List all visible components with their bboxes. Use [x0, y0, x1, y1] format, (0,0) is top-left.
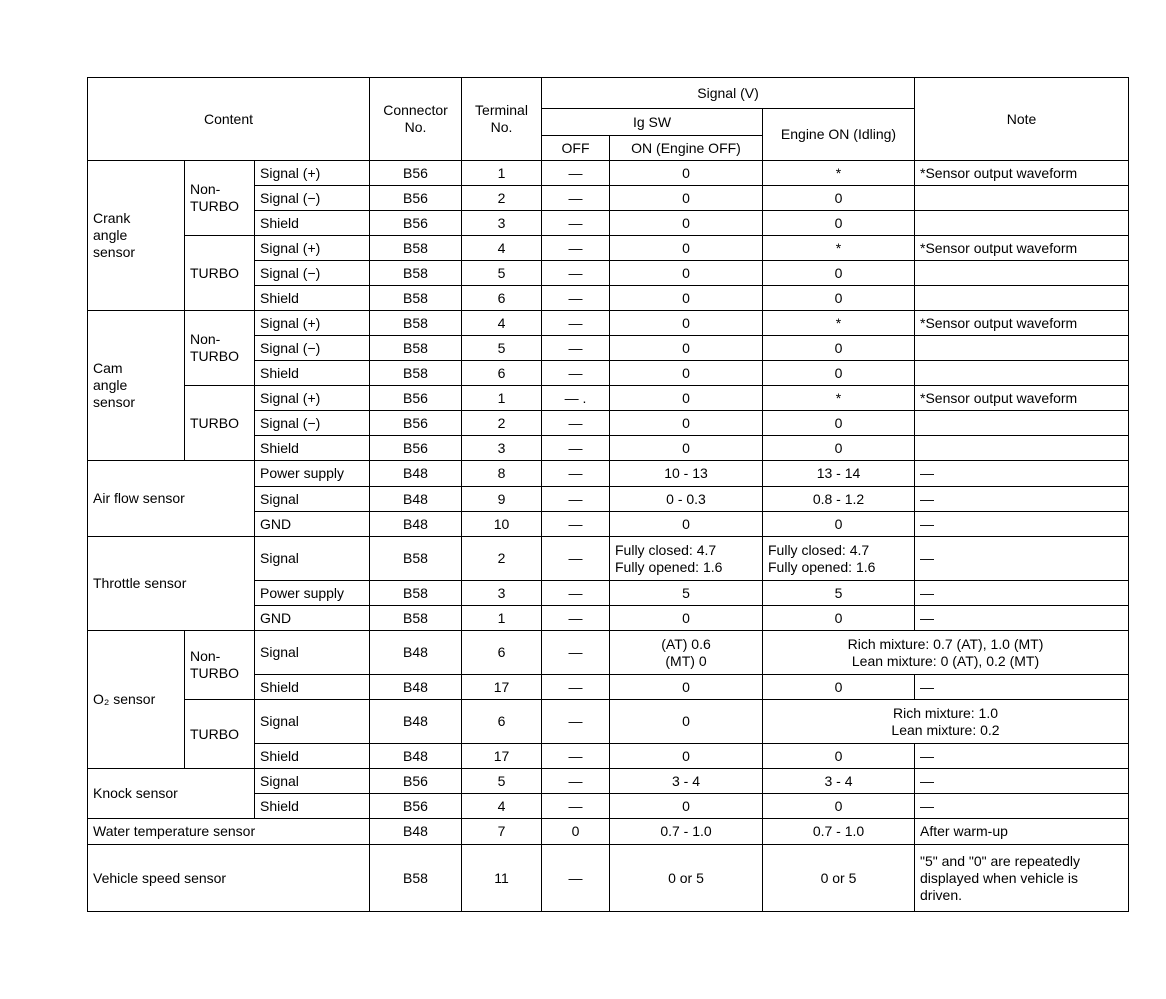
on-cell: 0: [610, 161, 763, 186]
item-cell: Signal: [255, 631, 370, 675]
engine-on-cell: *: [763, 311, 915, 336]
non-turbo-label: Non- TURBO: [185, 311, 255, 386]
connector-cell: B58: [370, 261, 462, 286]
connector-cell: B56: [370, 794, 462, 819]
terminal-cell: 4: [462, 236, 542, 261]
off-cell: —: [542, 606, 610, 631]
air-flow-sensor-label: Air flow sensor: [88, 461, 255, 537]
table-row: [88, 386, 1129, 411]
off-cell: —: [542, 487, 610, 512]
terminal-cell: 3: [462, 581, 542, 606]
off-cell: —: [542, 211, 610, 236]
terminal-cell: 5: [462, 336, 542, 361]
note-cell: —: [915, 537, 1129, 581]
table-row: [88, 700, 1129, 744]
on-cell: Fully closed: 4.7 Fully opened: 1.6: [610, 537, 763, 581]
note-cell: *Sensor output waveform: [915, 161, 1129, 186]
terminal-cell: 4: [462, 794, 542, 819]
off-cell: —: [542, 631, 610, 675]
on-cell: 0: [610, 186, 763, 211]
terminal-cell: 2: [462, 537, 542, 581]
engine-on-note-merged-cell: Rich mixture: 1.0 Lean mixture: 0.2: [763, 700, 1129, 744]
connector-cell: B48: [370, 675, 462, 700]
item-cell: GND: [255, 606, 370, 631]
on-cell: 0: [610, 361, 763, 386]
table-row: [88, 845, 1129, 912]
water-temperature-sensor-label: Water temperature sensor: [88, 819, 370, 845]
connector-cell: B48: [370, 819, 462, 845]
connector-cell: B48: [370, 512, 462, 537]
off-cell: —: [542, 512, 610, 537]
item-cell: Shield: [255, 794, 370, 819]
off-cell: —: [542, 675, 610, 700]
header-ig-sw: Ig SW: [542, 109, 763, 136]
turbo-label: TURBO: [185, 236, 255, 311]
on-cell: 0: [610, 336, 763, 361]
note-cell: "5" and "0" are repeatedly displayed when vehicle is driven.: [915, 845, 1129, 912]
table-row: [88, 236, 1129, 261]
note-cell: [915, 286, 1129, 311]
terminal-cell: 6: [462, 700, 542, 744]
item-cell: Signal (−): [255, 336, 370, 361]
connector-cell: B56: [370, 211, 462, 236]
connector-cell: B58: [370, 537, 462, 581]
item-cell: Power supply: [255, 581, 370, 606]
on-cell: 0: [610, 311, 763, 336]
note-cell: —: [915, 794, 1129, 819]
item-cell: Shield: [255, 744, 370, 769]
connector-cell: B58: [370, 361, 462, 386]
off-cell: —: [542, 436, 610, 461]
off-cell: —: [542, 236, 610, 261]
connector-cell: B58: [370, 581, 462, 606]
on-cell: 0.7 - 1.0: [610, 819, 763, 845]
terminal-cell: 8: [462, 461, 542, 487]
item-cell: Signal (+): [255, 236, 370, 261]
item-cell: Shield: [255, 361, 370, 386]
table-row: [88, 537, 1129, 581]
header-connector-no: Connector No.: [370, 78, 462, 161]
note-cell: After warm-up: [915, 819, 1129, 845]
off-cell: —: [542, 161, 610, 186]
note-cell: [915, 261, 1129, 286]
on-cell: 0: [610, 411, 763, 436]
engine-on-cell: 0: [763, 675, 915, 700]
connector-cell: B48: [370, 700, 462, 744]
note-cell: [915, 186, 1129, 211]
on-cell: 0: [610, 286, 763, 311]
engine-on-cell: 3 - 4: [763, 769, 915, 794]
off-cell: —: [542, 261, 610, 286]
note-cell: —: [915, 512, 1129, 537]
item-cell: Power supply: [255, 461, 370, 487]
item-cell: Signal: [255, 537, 370, 581]
note-cell: *Sensor output waveform: [915, 236, 1129, 261]
ecm-signal-table: [87, 77, 1129, 912]
item-cell: Signal: [255, 700, 370, 744]
header-content: Content: [88, 78, 370, 161]
off-cell: —: [542, 700, 610, 744]
item-cell: Signal: [255, 769, 370, 794]
item-cell: Signal (−): [255, 261, 370, 286]
o2-sensor-label: O₂ sensor: [88, 631, 185, 769]
terminal-cell: 2: [462, 411, 542, 436]
item-cell: Signal (−): [255, 411, 370, 436]
engine-on-cell: 0: [763, 361, 915, 386]
item-cell: Signal (+): [255, 311, 370, 336]
turbo-label: TURBO: [185, 386, 255, 461]
note-cell: —: [915, 769, 1129, 794]
item-cell: Signal: [255, 487, 370, 512]
engine-on-cell: 13 - 14: [763, 461, 915, 487]
off-cell: —: [542, 361, 610, 386]
header-on-engine-off: ON (Engine OFF): [610, 136, 763, 161]
cam-angle-sensor-label: Cam angle sensor: [88, 311, 185, 461]
off-cell: —: [542, 336, 610, 361]
item-cell: Shield: [255, 436, 370, 461]
terminal-cell: 11: [462, 845, 542, 912]
terminal-cell: 6: [462, 286, 542, 311]
table-row: [88, 461, 1129, 487]
item-cell: Shield: [255, 211, 370, 236]
engine-on-cell: 0: [763, 286, 915, 311]
table-row: [88, 769, 1129, 794]
on-cell: 0: [610, 261, 763, 286]
on-cell: 0: [610, 211, 763, 236]
on-cell: 0: [610, 436, 763, 461]
note-cell: *Sensor output waveform: [915, 311, 1129, 336]
terminal-cell: 4: [462, 311, 542, 336]
off-cell: —: [542, 744, 610, 769]
connector-cell: B48: [370, 461, 462, 487]
terminal-cell: 2: [462, 186, 542, 211]
engine-on-cell: 0: [763, 411, 915, 436]
engine-on-cell: 0: [763, 744, 915, 769]
terminal-cell: 10: [462, 512, 542, 537]
engine-on-cell: 0: [763, 336, 915, 361]
header-terminal-no: Terminal No.: [462, 78, 542, 161]
connector-cell: B56: [370, 186, 462, 211]
crank-angle-sensor-label: Crank angle sensor: [88, 161, 185, 311]
item-cell: GND: [255, 512, 370, 537]
header-signal: Signal (V): [542, 78, 915, 109]
engine-on-cell: *: [763, 386, 915, 411]
engine-on-cell: 5: [763, 581, 915, 606]
item-cell: Shield: [255, 286, 370, 311]
connector-cell: B48: [370, 744, 462, 769]
connector-cell: B48: [370, 631, 462, 675]
terminal-cell: 17: [462, 744, 542, 769]
engine-on-cell: 0.7 - 1.0: [763, 819, 915, 845]
header-note: Note: [915, 78, 1129, 161]
on-cell: 10 - 13: [610, 461, 763, 487]
connector-cell: B58: [370, 286, 462, 311]
on-cell: 0: [610, 744, 763, 769]
terminal-cell: 17: [462, 675, 542, 700]
connector-cell: B48: [370, 487, 462, 512]
note-cell: *Sensor output waveform: [915, 386, 1129, 411]
off-cell: —: [542, 794, 610, 819]
table-row: [88, 161, 1129, 186]
engine-on-cell: 0: [763, 606, 915, 631]
signal-table-container: [87, 77, 1129, 912]
off-cell: —: [542, 461, 610, 487]
note-cell: —: [915, 461, 1129, 487]
engine-on-cell: 0: [763, 794, 915, 819]
off-cell: 0: [542, 819, 610, 845]
off-cell: —: [542, 769, 610, 794]
on-cell: (AT) 0.6 (MT) 0: [610, 631, 763, 675]
terminal-cell: 6: [462, 361, 542, 386]
off-cell: —: [542, 186, 610, 211]
on-cell: 0: [610, 794, 763, 819]
terminal-cell: 3: [462, 436, 542, 461]
connector-cell: B58: [370, 311, 462, 336]
table-row: [88, 311, 1129, 336]
on-cell: 0 - 0.3: [610, 487, 763, 512]
table-row: [88, 819, 1129, 845]
note-cell: [915, 361, 1129, 386]
on-cell: 0: [610, 700, 763, 744]
engine-on-cell: 0: [763, 436, 915, 461]
connector-cell: B56: [370, 161, 462, 186]
on-cell: 0: [610, 386, 763, 411]
header-engine-on: Engine ON (Idling): [763, 109, 915, 161]
on-cell: 0: [610, 236, 763, 261]
off-cell: — .: [542, 386, 610, 411]
off-cell: —: [542, 311, 610, 336]
item-cell: Shield: [255, 675, 370, 700]
off-cell: —: [542, 411, 610, 436]
header-off: OFF: [542, 136, 610, 161]
terminal-cell: 1: [462, 161, 542, 186]
connector-cell: B56: [370, 769, 462, 794]
throttle-sensor-label: Throttle sensor: [88, 537, 255, 631]
terminal-cell: 1: [462, 386, 542, 411]
engine-on-cell: 0: [763, 211, 915, 236]
on-cell: 0: [610, 675, 763, 700]
terminal-cell: 5: [462, 769, 542, 794]
on-cell: 0: [610, 512, 763, 537]
on-cell: 0 or 5: [610, 845, 763, 912]
on-cell: 0: [610, 606, 763, 631]
engine-on-note-merged-cell: Rich mixture: 0.7 (AT), 1.0 (MT) Lean mixture: 0 (AT), 0.2 (MT): [763, 631, 1129, 675]
connector-cell: B56: [370, 411, 462, 436]
note-cell: [915, 436, 1129, 461]
non-turbo-label: Non- TURBO: [185, 161, 255, 236]
engine-on-cell: *: [763, 161, 915, 186]
engine-on-cell: 0.8 - 1.2: [763, 487, 915, 512]
vehicle-speed-sensor-label: Vehicle speed sensor: [88, 845, 370, 912]
engine-on-cell: *: [763, 236, 915, 261]
note-cell: [915, 211, 1129, 236]
on-cell: 5: [610, 581, 763, 606]
on-cell: 3 - 4: [610, 769, 763, 794]
item-cell: Signal (+): [255, 161, 370, 186]
item-cell: Signal (−): [255, 186, 370, 211]
engine-on-cell: 0 or 5: [763, 845, 915, 912]
connector-cell: B58: [370, 236, 462, 261]
engine-on-cell: Fully closed: 4.7 Fully opened: 1.6: [763, 537, 915, 581]
knock-sensor-label: Knock sensor: [88, 769, 255, 819]
item-cell: Signal (+): [255, 386, 370, 411]
terminal-cell: 9: [462, 487, 542, 512]
connector-cell: B58: [370, 845, 462, 912]
off-cell: —: [542, 537, 610, 581]
terminal-cell: 1: [462, 606, 542, 631]
terminal-cell: 3: [462, 211, 542, 236]
connector-cell: B56: [370, 386, 462, 411]
engine-on-cell: 0: [763, 261, 915, 286]
note-cell: —: [915, 606, 1129, 631]
note-cell: —: [915, 744, 1129, 769]
note-cell: [915, 336, 1129, 361]
note-cell: —: [915, 581, 1129, 606]
note-cell: —: [915, 487, 1129, 512]
note-cell: [915, 411, 1129, 436]
non-turbo-label: Non- TURBO: [185, 631, 255, 700]
off-cell: —: [542, 286, 610, 311]
terminal-cell: 5: [462, 261, 542, 286]
off-cell: —: [542, 581, 610, 606]
connector-cell: B56: [370, 436, 462, 461]
terminal-cell: 6: [462, 631, 542, 675]
table-row: [88, 631, 1129, 675]
engine-on-cell: 0: [763, 186, 915, 211]
note-cell: —: [915, 675, 1129, 700]
connector-cell: B58: [370, 606, 462, 631]
connector-cell: B58: [370, 336, 462, 361]
terminal-cell: 7: [462, 819, 542, 845]
off-cell: —: [542, 845, 610, 912]
turbo-label: TURBO: [185, 700, 255, 769]
engine-on-cell: 0: [763, 512, 915, 537]
